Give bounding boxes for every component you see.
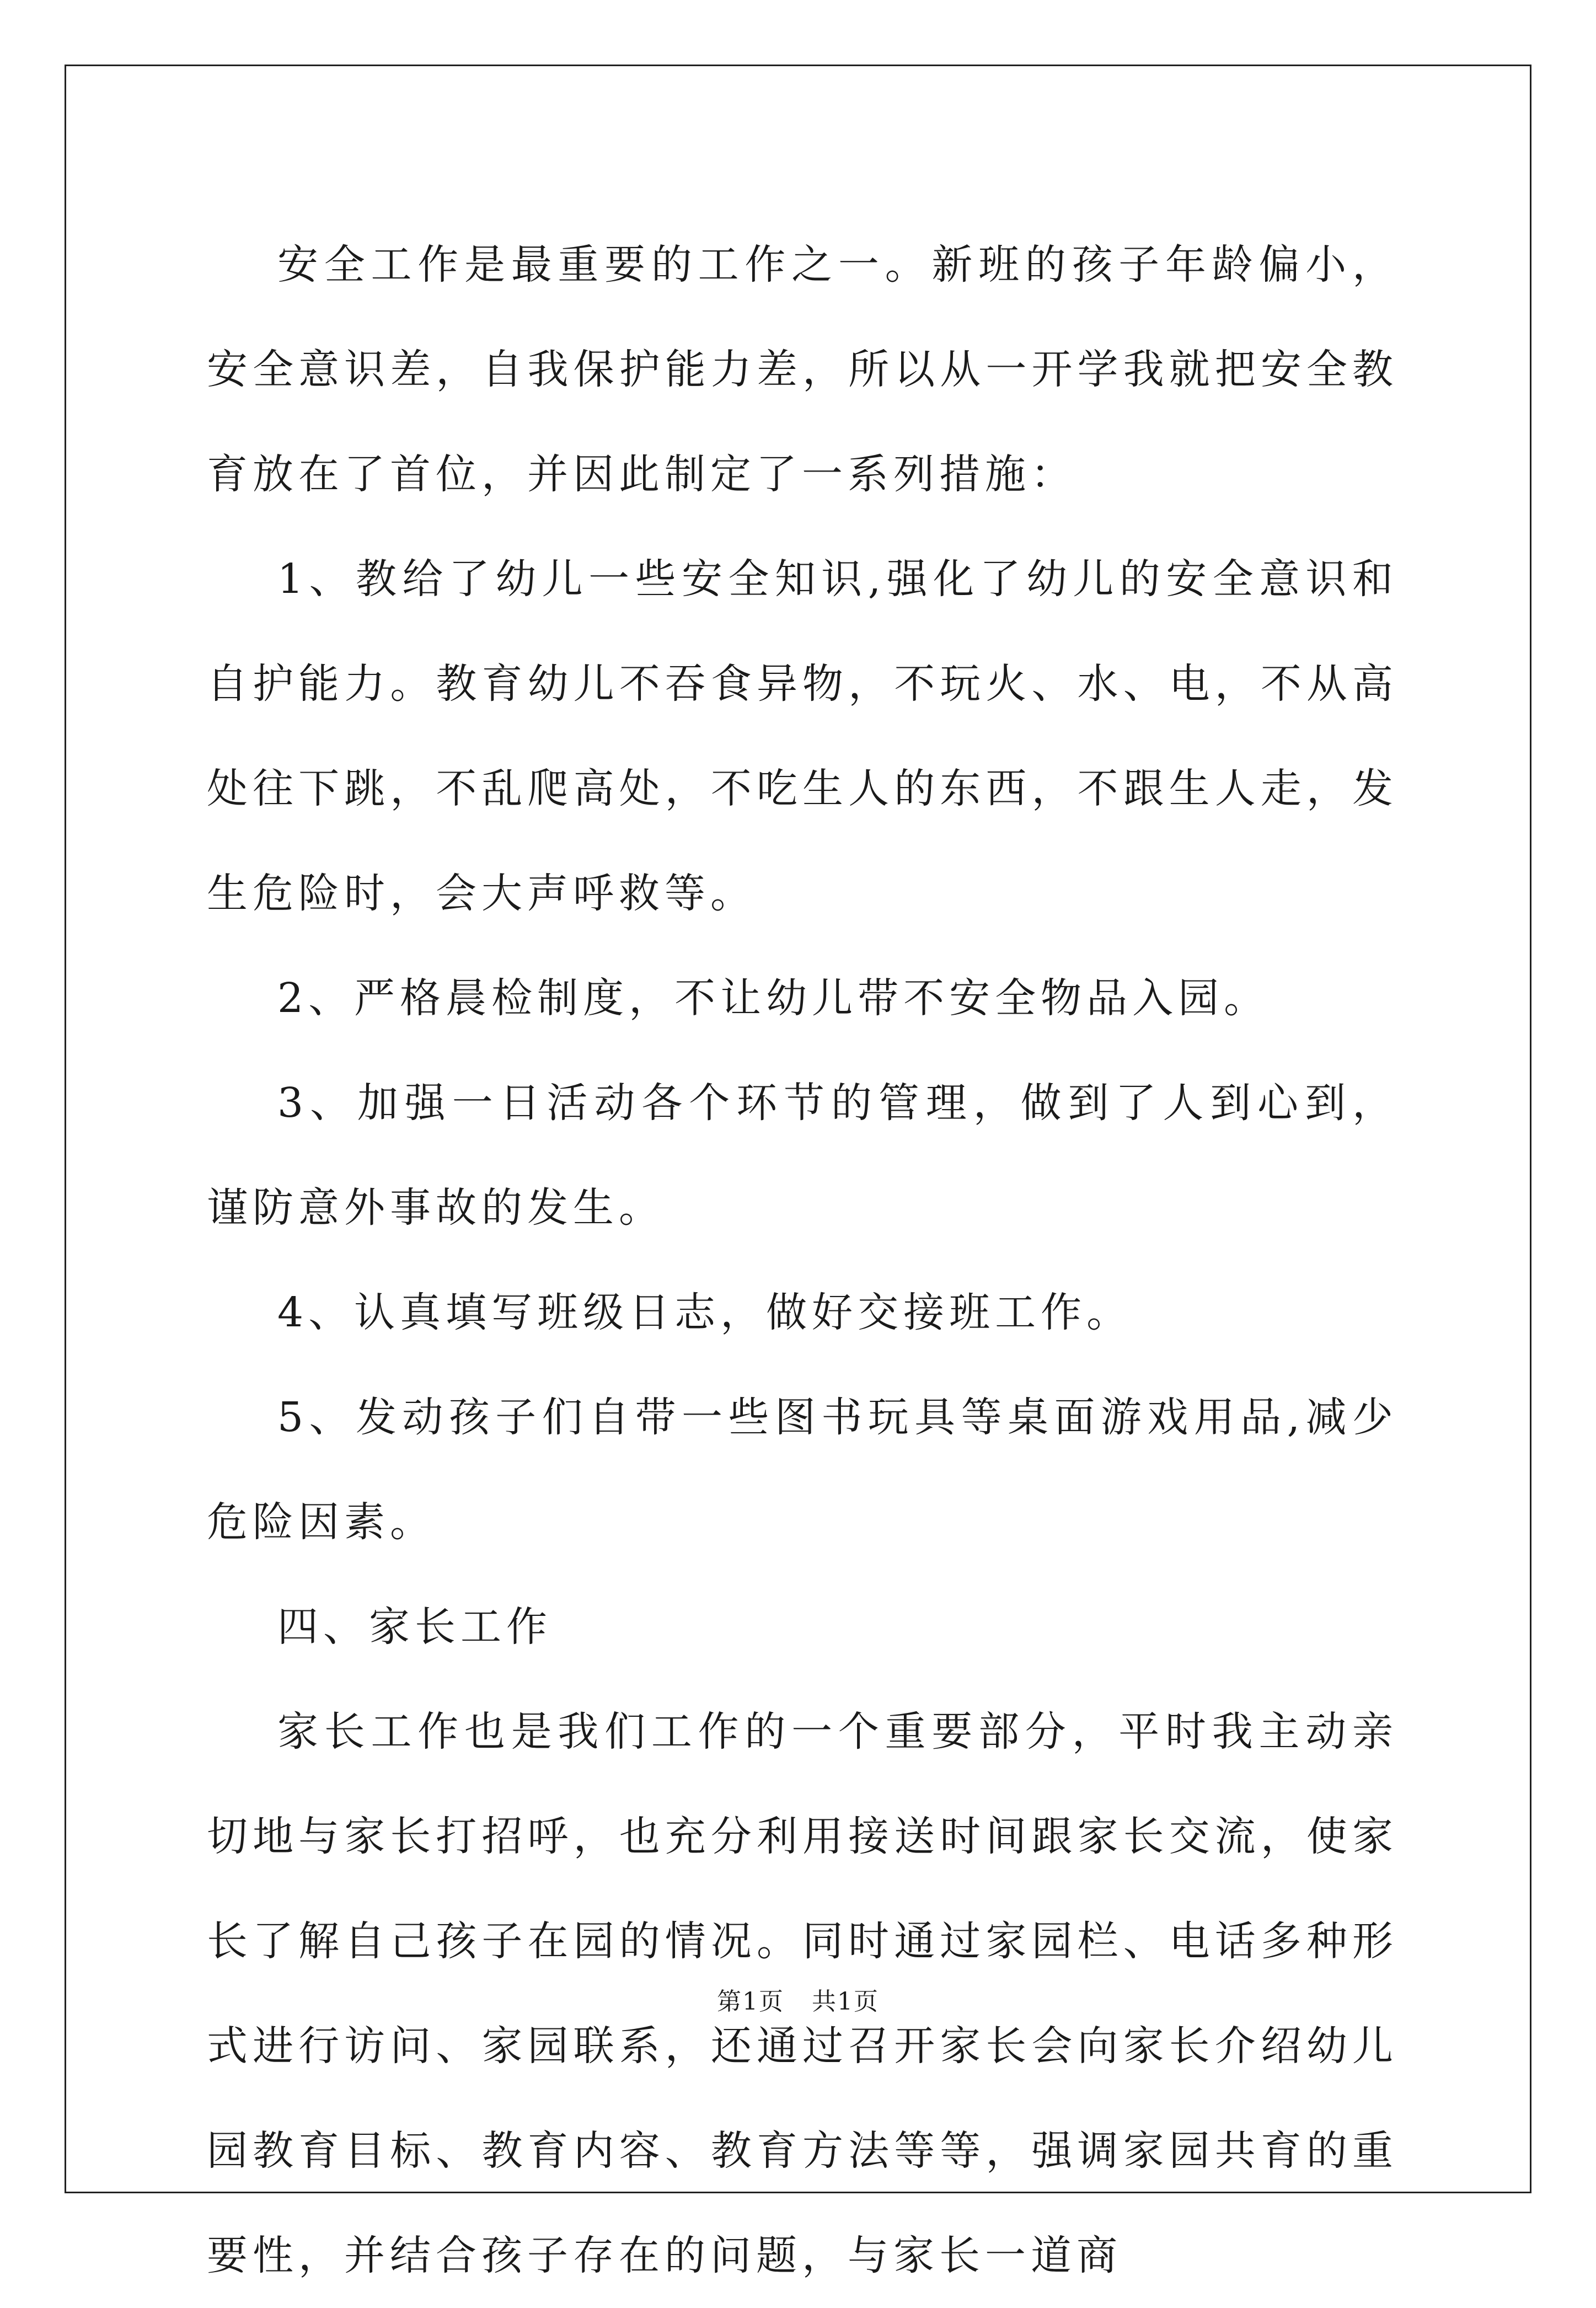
paragraph-item-1: 1、教给了幼儿一些安全知识,强化了幼儿的安全意识和自护能力。教育幼儿不吞食异物，不玩火、水、电，不从高处往下跳，不乱爬高处，不吃生人的东西，不跟生人走，发生危险时，会大声呼救等。 [207, 555, 1398, 917]
page-total: 共1页 [812, 1988, 879, 2016]
paragraph-safety-intro: 安全工作是最重要的工作之一。新班的孩子年龄偏小，安全意识差，自我保护能力差，所以从一开学我就把安全教育放在了首位，并因此制定了一系列措施： [207, 241, 1398, 498]
paragraph-parent-work: 家长工作也是我们工作的一个重要部分，平时我主动亲切地与家长打招呼，也充分利用接送时间跟家长交流，使家长了解自己孩子在园的情况。同时通过家园栏、电话多种形式进行访问、家园联系，还通过召开家长会向家长介绍幼儿园教育目标、教育内容、教育方法等等，强调家园共育的重要性，并结合孩子存在的问题，与家长一道商 [207, 1708, 1398, 2279]
section-heading-parent-work: 四、家长工作 [277, 1603, 552, 1651]
paragraph-item-5: 5、发动孩子们自带一些图书玩具等桌面游戏用品,减少危险因素。 [207, 1394, 1398, 1546]
paragraph-item-3: 3、加强一日活动各个环节的管理，做到了人到心到，谨防意外事故的发生。 [207, 1079, 1398, 1231]
page-number: 第1页 [717, 1988, 784, 2016]
paragraph-item-4: 4、认真填写班级日志，做好交接班工作。 [277, 1289, 1133, 1336]
page-footer [0, 1985, 1596, 2018]
paragraph-item-2: 2、严格晨检制度，不让幼儿带不安全物品入园。 [277, 974, 1270, 1022]
